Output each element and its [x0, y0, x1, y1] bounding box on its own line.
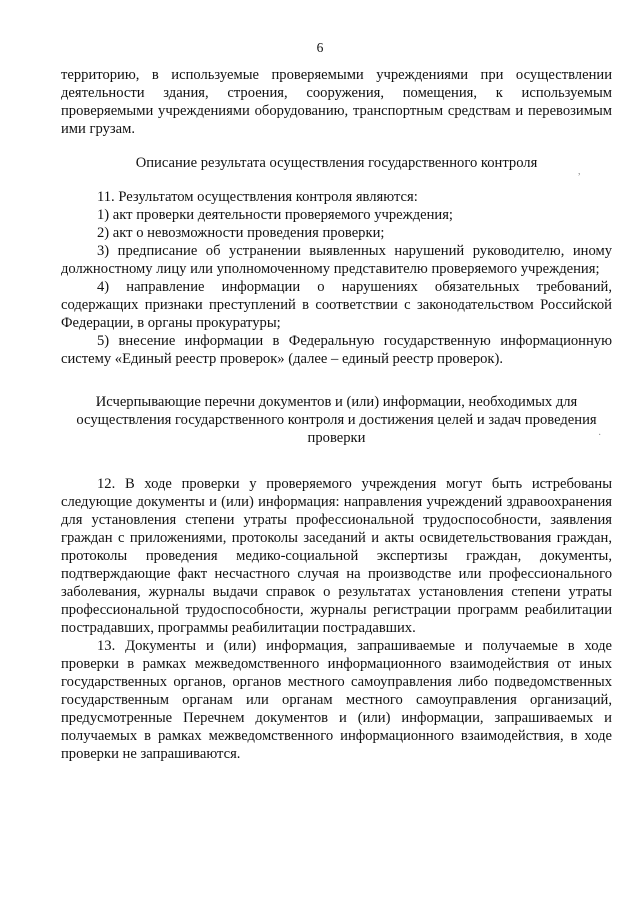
list-item-4: 4) направление информации о нарушениях обязательных требований, содержащих признаки преступлений в соответствии с законодательством Российской Федерации, в органы прокуратуры;	[61, 279, 612, 331]
intro-paragraph: территорию, в используемые проверяемыми учреждениями при осуществлении деятельности здания, строения, сооружения, помещения, к используемым проверяемыми учреждениями оборудованию, транспортным средствам и перевозимым ими грузам.	[61, 67, 612, 137]
clause-11: 11. Результатом осуществления контроля являются:	[97, 189, 418, 205]
list-item-2: 2) акт о невозможности проведения проверки;	[97, 225, 385, 241]
scan-mark: ·	[598, 430, 602, 441]
page-number: 6	[316, 40, 324, 55]
list-item-5: 5) внесение информации в Федеральную государственную информационную систему «Единый реестр проверок» (далее – единый реестр проверок).	[61, 333, 612, 367]
section-heading-result: Описание результата осуществления государственного контроля	[135, 155, 538, 171]
list-item-3: 3) предписание об устранении выявленных нарушений руководителю, иному должностному лицу или уполномоченному представителю проверяемого учреждения;	[61, 243, 612, 277]
list-item-1: 1) акт проверки деятельности проверяемого учреждения;	[97, 207, 453, 223]
scan-mark: ,	[578, 166, 581, 177]
document-body	[61, 66, 612, 763]
clause-13: 13. Документы и (или) информация, запрашиваемые и получаемые в ходе проверки в рамках межведомственного информационного взаимодействия от иных государственных органов, органов местного самоуправления либо подведомственных государственным органам или органам местного самоуправления организаций, предусмотренные Перечнем документов и (или) информации, запрашиваемых и получаемых в рамках межведомственного информационного взаимодействия, в ходе проверки не запрашиваются.	[61, 638, 612, 762]
clause-12: 12. В ходе проверки у проверяемого учреждения могут быть истребованы следующие документы и (или) информация: направления учреждений здравоохранения для установления степени утраты профессиональной трудоспособности, заявления граждан с приложениями, протоколы заседаний и акты освидетельствования граждан, протоколы проведения медико-социальной экспертизы граждан, документы, подтверждающие факт несчастного случая на производстве или профессионального заболевания, журналы выдачи справок о результатах установления степени утраты профессиональной трудоспособности, журналы регистрации программ реабилитации пострадавших, программы реабилитации пострадавших.	[61, 476, 612, 636]
section-heading-documents: Исчерпывающие перечни документов и (или) информации, необходимых для осуществления государственного контроля и достижения целей и задач проведения проверки	[76, 394, 597, 446]
